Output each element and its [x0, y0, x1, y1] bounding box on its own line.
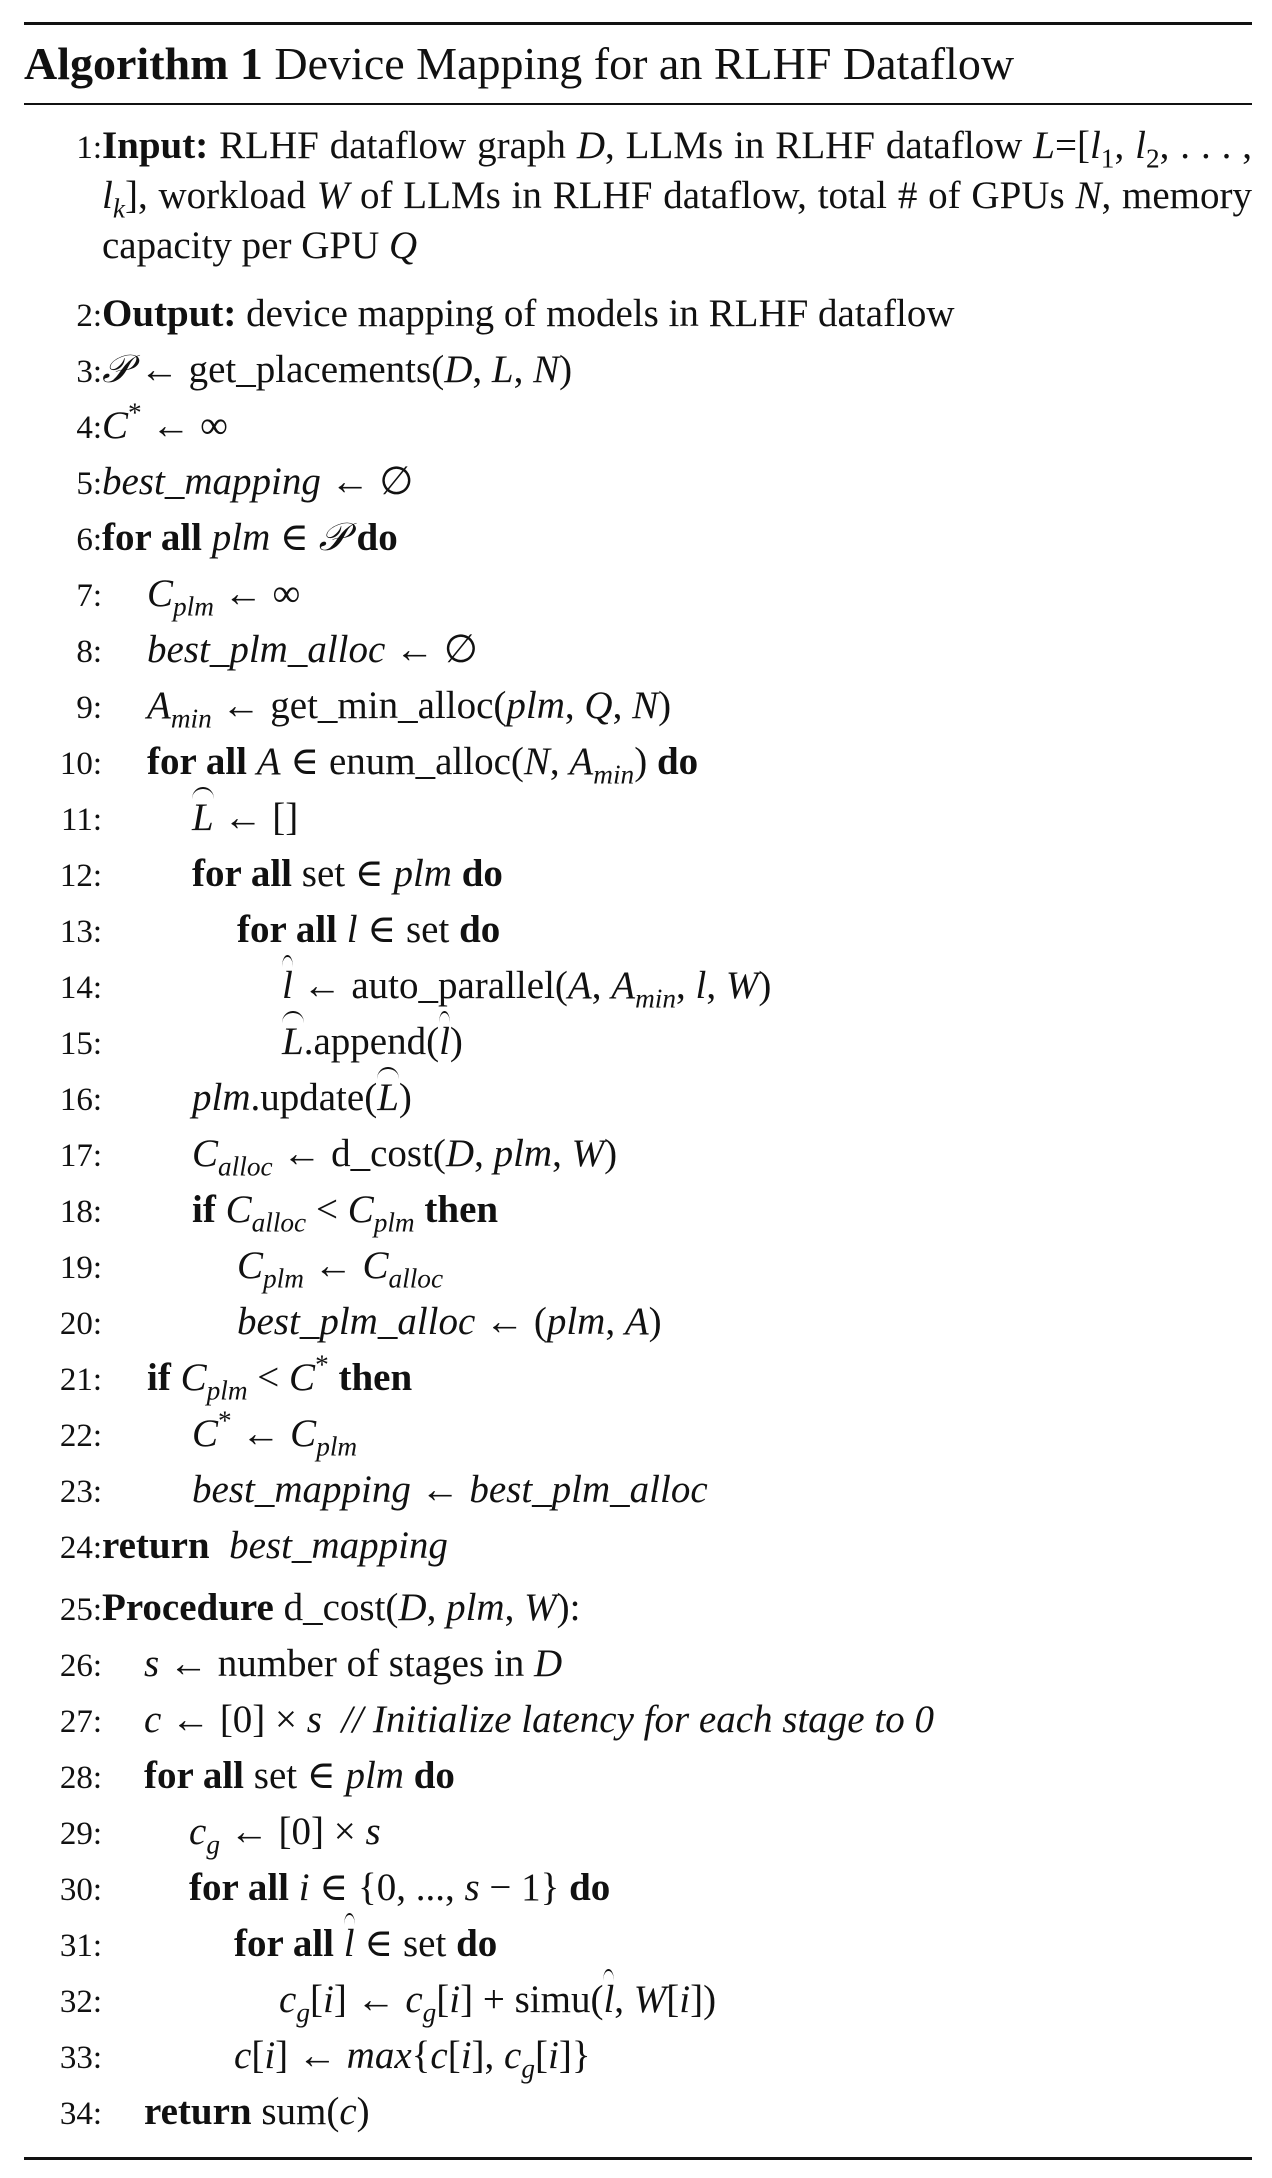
algorithm-line [24, 1863, 1252, 1919]
algorithm-line [24, 397, 1252, 457]
line-number: 34: [59, 2096, 102, 2132]
algorithm-block [24, 22, 1252, 2160]
algorithm-line [24, 1695, 1252, 1751]
line-number: 16: [59, 1082, 102, 1118]
line-number: 21: [59, 1362, 102, 1398]
line-content: c[i] ← max{c[i], $c_g[i]$} [234, 2034, 591, 2084]
line-content: $c_g[i]$ ← $c_g[i]$ + simu(l, W[i]) [24, 1975, 716, 2025]
line-content: for all l ∈ set do [24, 1919, 497, 1969]
algorithm-line [24, 737, 1252, 793]
algorithm-line [24, 793, 1252, 849]
algorithm-line [24, 625, 1252, 681]
algorithm-line [24, 1349, 1252, 1409]
line-number: 17: [59, 1138, 102, 1174]
line-number: 30: [59, 1872, 102, 1908]
algorithm-line [24, 2031, 1252, 2087]
line-number: 26: [59, 1648, 102, 1684]
algorithm-line [24, 457, 1252, 513]
line-number: 1: [76, 130, 102, 166]
line-number: 8: [76, 634, 102, 670]
line-content: $C_{alloc}$ ← d_cost(D, plm, W) [192, 1132, 618, 1182]
algorithm-tag: Algorithm 1 [24, 38, 263, 89]
line-number: 31: [59, 1928, 102, 1964]
algorithm-line [24, 121, 1252, 289]
line-content: c ← [0] × s // Initialize latency for each stage to 0 [144, 1698, 934, 1741]
line-number: 28: [59, 1760, 102, 1796]
line-content: best_mapping ← ∅ [102, 460, 414, 503]
line-number: 13: [59, 914, 102, 950]
line-content: best_mapping ← best_plm_alloc [192, 1468, 708, 1511]
line-number: 7: [76, 578, 102, 614]
caption-rule [24, 103, 1252, 105]
algorithm-line [24, 345, 1252, 401]
algorithm-line [24, 1521, 1252, 1577]
algorithm-line [24, 1465, 1252, 1521]
line-number: 20: [59, 1306, 102, 1342]
algorithm-line [24, 1919, 1252, 1975]
line-number: 33: [59, 2040, 102, 2076]
line-content: L.append(l) [24, 1017, 463, 1067]
line-content: for all A ∈ enum_alloc(N, $A_{min}$) do [147, 740, 699, 790]
line-content: Procedure d_cost(D, plm, W): [102, 1586, 581, 1629]
line-content: L ← [] [24, 793, 298, 843]
line-content: for all set ∈ plm do [144, 1754, 455, 1797]
line-number: 29: [59, 1816, 102, 1852]
algorithm-line [24, 849, 1252, 905]
line-number: 25: [59, 1592, 102, 1628]
line-number: 10: [59, 746, 102, 782]
algorithm-line [24, 2087, 1252, 2143]
line-content: Input: RLHF dataflow graph D, LLMs in RLHF dataflow $L=[l_1$, $l_2$, . . . , $l_k$], workload W of LLMs in RLHF dataflow, total # of GPUs N, memory capacity per GPU Q [102, 124, 1253, 267]
line-content: l ← auto_parallel(A, $A_{min}$, l, W) [24, 961, 771, 1011]
line-number: 24: [59, 1530, 102, 1566]
line-number: 2: [76, 298, 102, 334]
line-number: 4: [76, 410, 102, 446]
line-number: 22: [59, 1418, 102, 1454]
line-number: 14: [59, 970, 102, 1006]
line-content: if $C_{alloc} < C_{plm}$ then [192, 1188, 499, 1238]
algorithm-caption [24, 25, 1252, 93]
line-content: for all i ∈ {0, ..., s − 1} do [189, 1866, 611, 1909]
line-content: for all l ∈ set do [237, 908, 501, 951]
algorithm-line [24, 1975, 1252, 2031]
line-content: for all plm ∈ 𝒫 do [102, 516, 398, 559]
algorithm-title: Device Mapping for an RLHF Dataflow [274, 38, 1015, 89]
line-content: C* ← ∞ [102, 397, 228, 447]
algorithm-line [24, 681, 1252, 737]
line-content: 𝒫 ← get_placements(D, L, N) [102, 348, 573, 391]
algorithm-line [24, 905, 1252, 961]
line-content: plm.update(L) [24, 1073, 412, 1123]
algorithm-line [24, 1129, 1252, 1185]
line-number: 12: [59, 858, 102, 894]
algorithm-line [24, 1185, 1252, 1241]
line-content: return best_mapping [102, 1524, 448, 1567]
line-content: for all set ∈ plm do [192, 852, 503, 895]
line-content: Output: device mapping of models in RLHF dataflow [102, 292, 955, 335]
line-number: 6: [76, 522, 102, 558]
algorithm-line [24, 1583, 1252, 1639]
line-content: s ← number of stages in D [144, 1642, 563, 1685]
line-number: 32: [59, 1984, 102, 2020]
line-content: if $C_{plm} < C^*$ then [147, 1349, 413, 1406]
algorithm-line [24, 1405, 1252, 1465]
line-content: $C_{plm}$ ← $C_{alloc}$ [237, 1244, 444, 1294]
line-number: 15: [59, 1026, 102, 1062]
algorithm-line [24, 1297, 1252, 1353]
algorithm-line [24, 1751, 1252, 1807]
line-content: C* ← $C_{plm}$ [192, 1405, 358, 1462]
line-number: 27: [59, 1704, 102, 1740]
algorithm-line [24, 569, 1252, 625]
line-content: best_plm_alloc ← ∅ [147, 628, 478, 671]
algorithm-line [24, 1639, 1252, 1695]
line-number: 9: [76, 690, 102, 726]
line-content: best_plm_alloc ← (plm, A) [237, 1300, 662, 1343]
line-content: $C_{plm}$ ← ∞ [147, 572, 301, 622]
line-content: $c_g$ ← [0] × s [189, 1810, 381, 1860]
line-number: 11: [61, 802, 102, 838]
line-number: 18: [59, 1194, 102, 1230]
algorithm-line [24, 961, 1252, 1017]
line-content: $A_{min}$ ← get_min_alloc(plm, Q, N) [147, 684, 672, 734]
line-number: 23: [59, 1474, 102, 1510]
algorithm-lines [24, 121, 1252, 2143]
algorithm-line [24, 1073, 1252, 1129]
line-number: 3: [76, 354, 102, 390]
algorithm-line [24, 289, 1252, 345]
line-number: 19: [59, 1250, 102, 1286]
algorithm-line [24, 513, 1252, 569]
algorithm-line [24, 1241, 1252, 1297]
line-content: return sum(c) [144, 2090, 370, 2133]
bottom-rule [24, 2157, 1252, 2160]
algorithm-line [24, 1807, 1252, 1863]
algorithm-line [24, 1017, 1252, 1073]
line-number: 5: [76, 466, 102, 502]
